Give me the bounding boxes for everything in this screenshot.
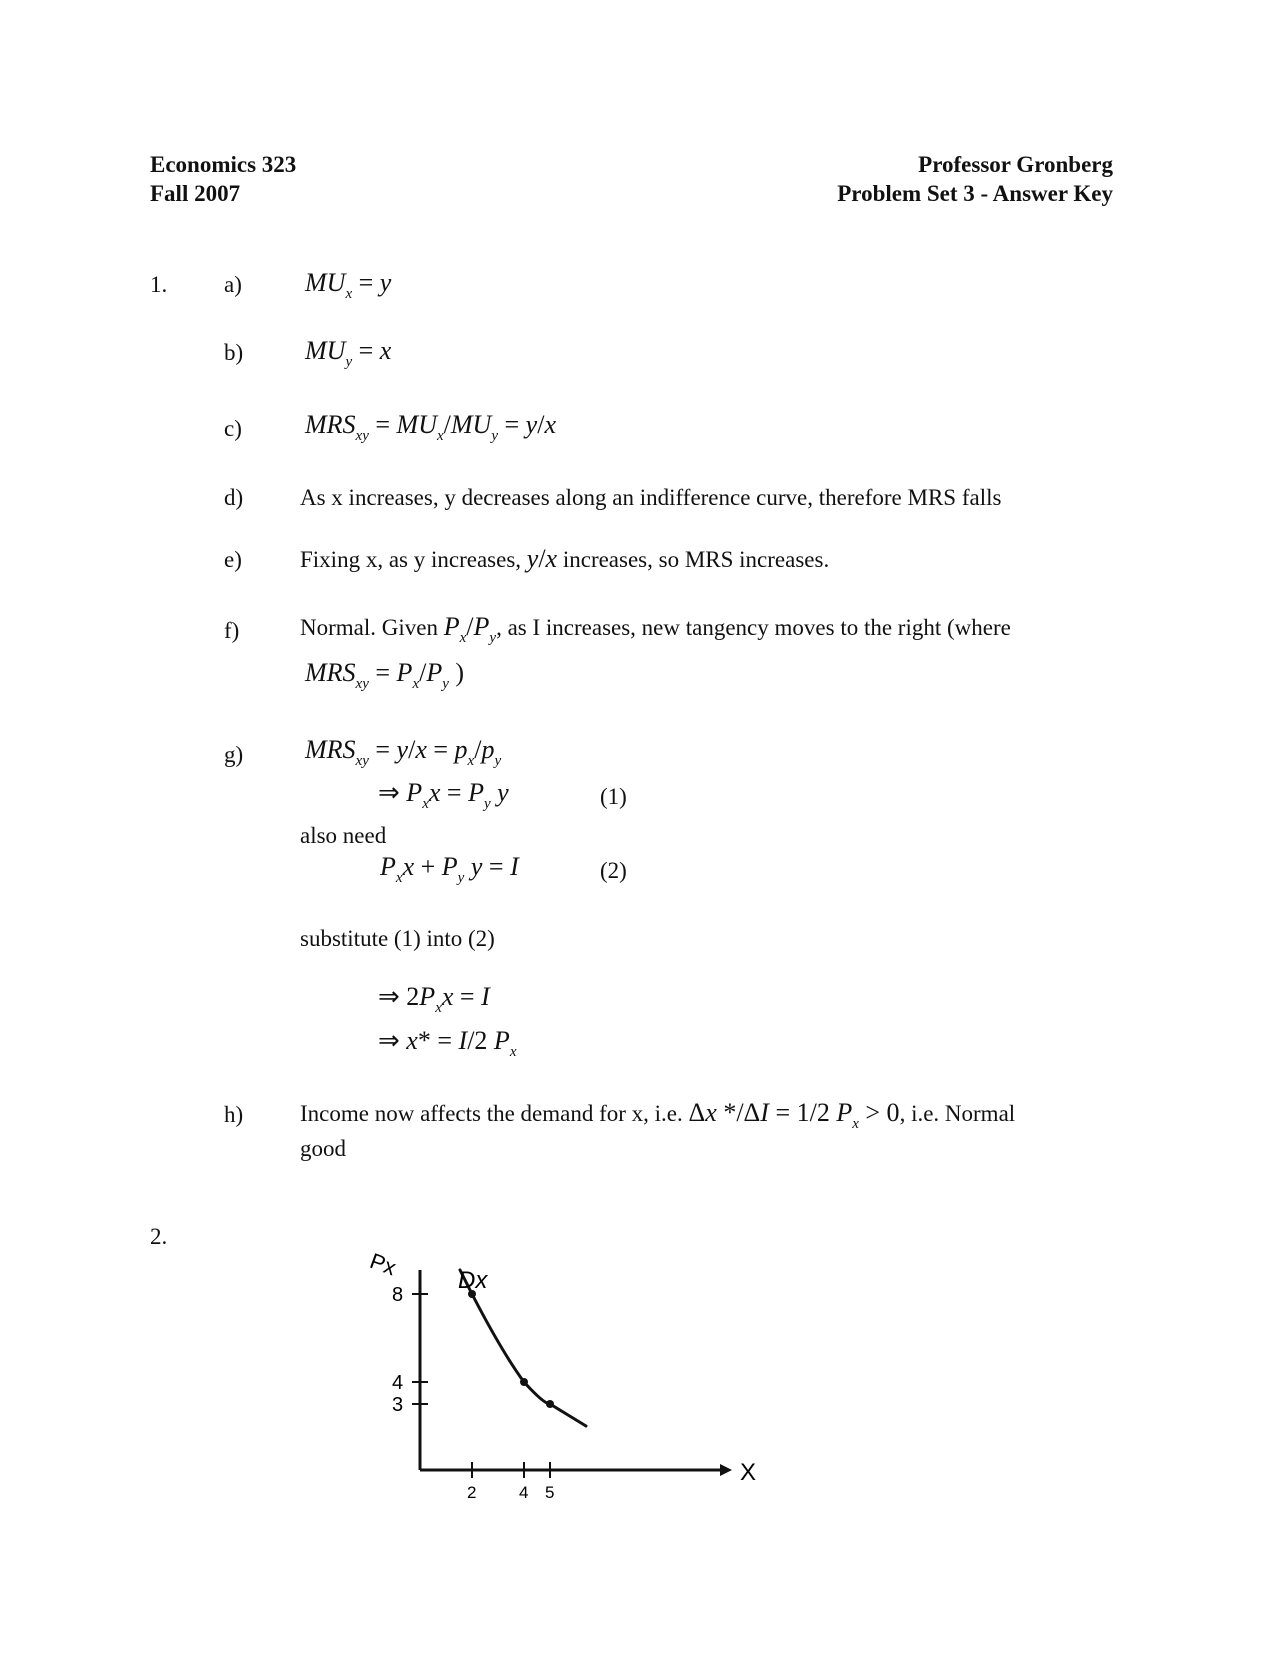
- label-d: d): [224, 485, 244, 510]
- answer-h-pre: Income now affects the demand for x, i.e.: [300, 1101, 683, 1126]
- label-a: a): [224, 272, 242, 297]
- answer-h-line2: good: [300, 1136, 346, 1161]
- equation-g4: ⇒ x* = I/2 $P_x$: [378, 1026, 517, 1060]
- answer-h-post: , i.e. Normal: [899, 1101, 1016, 1126]
- answer-f-line2: $MRS_{xy} = P_x/P_y$ ): [305, 658, 465, 692]
- answer-e-line: [300, 544, 829, 574]
- answer-e-pre: Fixing x, as y increases,: [300, 547, 522, 572]
- answer-g-also: also need: [300, 823, 387, 848]
- answer-e-post: increases, so MRS increases.: [562, 547, 830, 572]
- document-title: Problem Set 3 - Answer Key: [837, 181, 1113, 206]
- answer-f-line1: [300, 612, 1011, 647]
- equation-g3: ⇒ $2P_xx = I$: [378, 982, 490, 1016]
- series-label-dx: Dx: [458, 1267, 488, 1294]
- x-axis-arrow: [720, 1464, 732, 1476]
- question-2-number: 2.: [150, 1224, 168, 1249]
- answer-h-derivative: Δx */ΔI = 1/2 $P_x > 0$: [688, 1098, 900, 1132]
- label-h: h): [224, 1102, 244, 1127]
- equation-2-label: (2): [600, 858, 627, 883]
- equation-mux: $MU_x = y$: [305, 268, 392, 302]
- x-axis-label: X: [740, 1459, 757, 1486]
- equation-budget: $P_xx + P_y$ y = I: [380, 852, 519, 886]
- answer-f-price-ratio: $P_x/P_y$: [443, 612, 497, 646]
- answer-h-line1: [300, 1098, 1015, 1133]
- x-tick-label: 5: [545, 1483, 555, 1502]
- answer-f-post: , as I increases, new tangency moves to the right (where: [496, 615, 1011, 640]
- answer-e-ratio: y/x: [526, 544, 558, 573]
- equation-mrs: $MRS_{xy} = MU_x/MU_y = y/x$: [305, 410, 556, 444]
- x-tick-label: 2: [467, 1483, 477, 1502]
- label-g: g): [224, 742, 244, 767]
- label-c: c): [224, 416, 242, 441]
- equation-g1: $MRS_{xy} = y/x = p_x/p_y$: [305, 735, 502, 769]
- label-e: e): [224, 547, 242, 572]
- professor-name: Professor Gronberg: [918, 152, 1113, 177]
- term: Fall 2007: [150, 181, 241, 206]
- equation-1-label: (1): [600, 784, 627, 809]
- data-point: [546, 1400, 554, 1408]
- course-title: Economics 323: [150, 152, 297, 177]
- y-axis-label: Px: [366, 1248, 400, 1281]
- question-1-number: 1.: [150, 272, 168, 297]
- label-f: f): [224, 618, 240, 643]
- y-tick-label: 4: [392, 1372, 404, 1394]
- demand-curve-chart: [330, 1240, 770, 1510]
- answer-g-substitute: substitute (1) into (2): [300, 926, 495, 951]
- equation-muy: $MU_y = x$: [305, 336, 392, 370]
- label-b: b): [224, 340, 244, 365]
- equation-g2: ⇒ $P_xx = P_y$ y: [378, 778, 509, 812]
- answer-f-pre: Normal. Given: [300, 615, 438, 640]
- y-tick-label: 8: [392, 1284, 404, 1306]
- data-point: [520, 1378, 528, 1386]
- answer-d-text: As x increases, y decreases along an indifference curve, therefore MRS falls: [300, 485, 1002, 510]
- x-tick-label: 4: [519, 1483, 529, 1502]
- y-tick-label: 3: [392, 1394, 404, 1416]
